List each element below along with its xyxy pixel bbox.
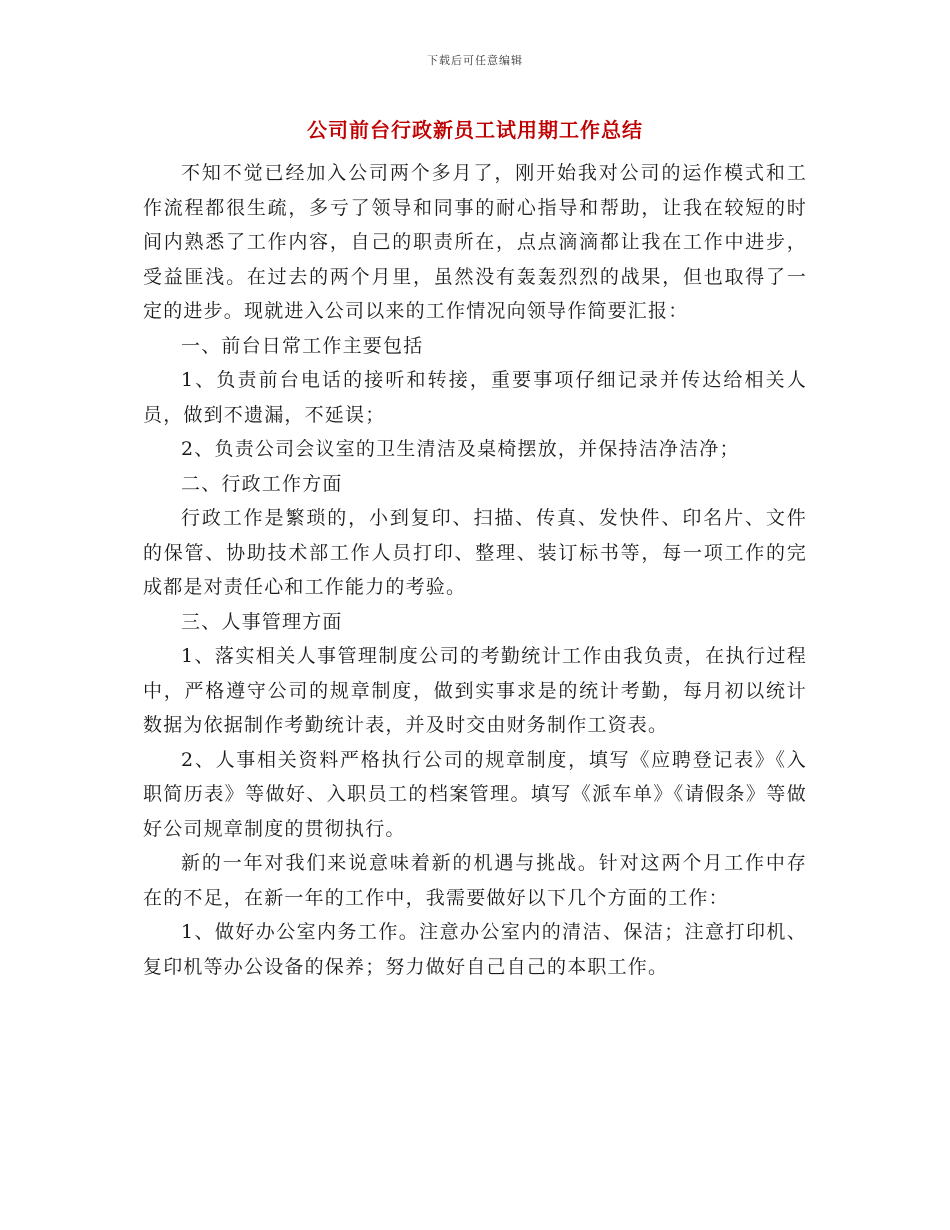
paragraph-item: 2、负责公司会议室的卫生清洁及桌椅摆放，并保持洁净洁净；	[181, 438, 740, 460]
section-heading-front-desk: 一、前台日常工作主要包括	[181, 334, 424, 357]
paragraph-intro: 不知不觉已经加入公司两个多月了，刚开始我对公司的运作模式和工作流程都很生疏，多亏了领导和同事的耐心指导和帮助，让我在较短的时间内熟悉了工作内容，自己的职责所在，点点滴滴都让我在工作中进步，受益匪浅。在过去的两个月里，虽然没有轰轰烈烈的战果，但也取得了一定的进步。现就进入公司以来的工作情况向领导作简要汇报：	[143, 162, 807, 322]
paragraph-item: 1、做好办公室内务工作。注意办公室内的清洁、保洁；注意打印机、复印机等办公设备的保养；努力做好自己自己的本职工作。	[143, 921, 807, 978]
paragraph-item: 2、人事相关资料严格执行公司的规章制度，填写《应聘登记表》《入职简历表》等做好、入职员工的档案管理。填写《派车单》《请假条》等做好公司规章制度的贯彻执行。	[143, 748, 807, 840]
document-title: 公司前台行政新员工试用期工作总结	[307, 118, 643, 142]
paragraph-item: 行政工作是繁琐的，小到复印、扫描、传真、发快件、印名片、文件的保管、协助技术部工作人员打印、整理、装订标书等，每一项工作的完成都是对责任心和工作能力的考验。	[143, 507, 807, 598]
paragraph-item: 1、负责前台电话的接听和转接，重要事项仔细记录并传达给相关人员，做到不遗漏，不延误；	[143, 369, 807, 426]
paragraph-item: 1、落实相关人事管理制度公司的考勤统计工作由我负责，在执行过程中，严格遵守公司的规章制度，做到实事求是的统计考勤，每月初以统计数据为依据制作考勤统计表，并及时交由财务制作工资表。	[143, 645, 807, 736]
section-heading-hr: 三、人事管理方面	[181, 610, 343, 633]
paragraph-new-year: 新的一年对我们来说意味着新的机遇与挑战。针对这两个月工作中存在的不足，在新一年的工作中，我需要做好以下几个方面的工作：	[143, 852, 807, 909]
document-body	[143, 156, 807, 984]
header-note: 下载后可任意编辑	[427, 54, 523, 67]
section-heading-admin: 二、行政工作方面	[181, 472, 343, 495]
